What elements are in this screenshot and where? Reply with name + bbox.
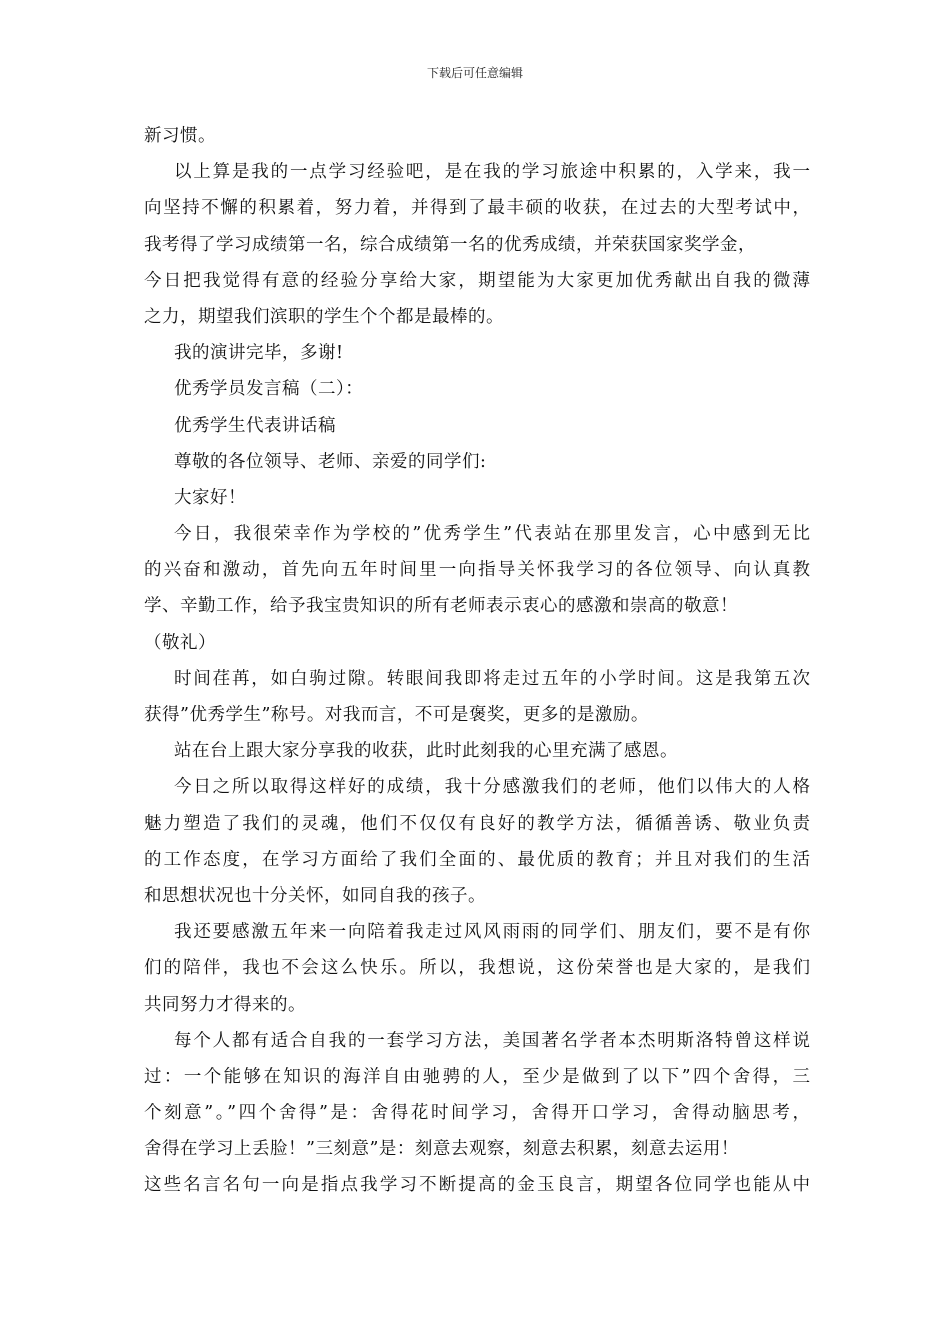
text-line: 站在台上跟大家分享我的收获，此时此刻我的心里充满了感恩。 [174,741,678,762]
text-line: 今日，我很荣幸作为学校的”优秀学生”代表站在那里发言，心中感到无比 [174,524,810,545]
document-body [144,118,810,1204]
text-line: 大家好！ [174,487,246,508]
text-line: 获得”优秀学生”称号。对我而言，不可是褒奖，更多的是激励。 [144,705,649,725]
text-line: 优秀学生代表讲话稿 [174,415,336,436]
text-line: 尊敬的各位领导、老师、亲爱的同学们: [174,451,487,472]
text-line: 优秀学员发言稿（二）： [174,379,364,400]
text-line: 这些名言名句一向是指点我学习不断提高的金玉良言，期望各位同学也能从中 [144,1175,810,1196]
text-line: 我考得了学习成绩第一名，综合成绩第一名的优秀成绩，并荣获国家奖学金， [144,234,756,255]
text-line: 时间荏苒，如白驹过隙。转眼间我即将走过五年的小学时间。这是我第五次 [174,668,810,689]
text-line: 舍得在学习上丢脸！”三刻意”是：刻意去观察，刻意去积累，刻意去运用！ [144,1139,739,1160]
text-line: 和思想状况也十分关怀，如同自我的孩子。 [144,885,486,906]
text-line: 共同努力才得来的。 [144,994,306,1015]
text-line: （敬礼） [144,632,216,653]
text-line: 今日之所以取得这样好的成绩，我十分感激我们的老师，他们以伟大的人格 [174,777,810,798]
text-line: 个刻意”。”四个舍得”是：舍得花时间学习，舍得开口学习，舍得动脑思考， [144,1103,810,1124]
text-line: 新习惯。 [144,126,216,146]
text-line: 的兴奋和激动，首先向五年时间里一向指导关怀我学习的各位领导、向认真教 [144,560,810,581]
text-line: 的工作态度，在学习方面给了我们全面的、最优质的教育；并且对我们的生活 [144,849,810,870]
text-line: 今日把我觉得有意的经验分享给大家，期望能为大家更加优秀献出自我的微薄 [144,270,810,291]
text-line: 我还要感激五年来一向陪着我走过风风雨雨的同学们、朋友们，要不是有你 [174,922,810,943]
text-line: 我的演讲完毕，多谢! [174,343,344,364]
text-line: 之力，期望我们滨职的学生个个都是最棒的。 [144,306,504,327]
text-line: 向坚持不懈的积累着，努力着，并得到了最丰硕的收获，在过去的大型考试中， [144,198,810,219]
text-line: 们的陪伴，我也不会这么快乐。所以，我想说，这份荣誉也是大家的，是我们 [144,958,810,979]
text-line: 每个人都有适合自我的一套学习方法，美国著名学者本杰明斯洛特曾这样说 [174,1030,810,1051]
page-header: 下载后可任意编辑 [426,66,523,80]
text-line: 学、辛勤工作，给予我宝贵知识的所有老师表示衷心的感激和崇高的敬意！ [144,596,738,617]
text-line: 魅力塑造了我们的灵魂，他们不仅仅有良好的教学方法，循循善诱、敬业负责 [144,813,810,834]
text-line: 以上算是我的一点学习经验吧，是在我的学习旅途中积累的，入学来，我一 [174,162,810,183]
text-line: 过：一个能够在知识的海洋自由驰骋的人，至少是做到了以下”四个舍得，三 [144,1066,810,1087]
